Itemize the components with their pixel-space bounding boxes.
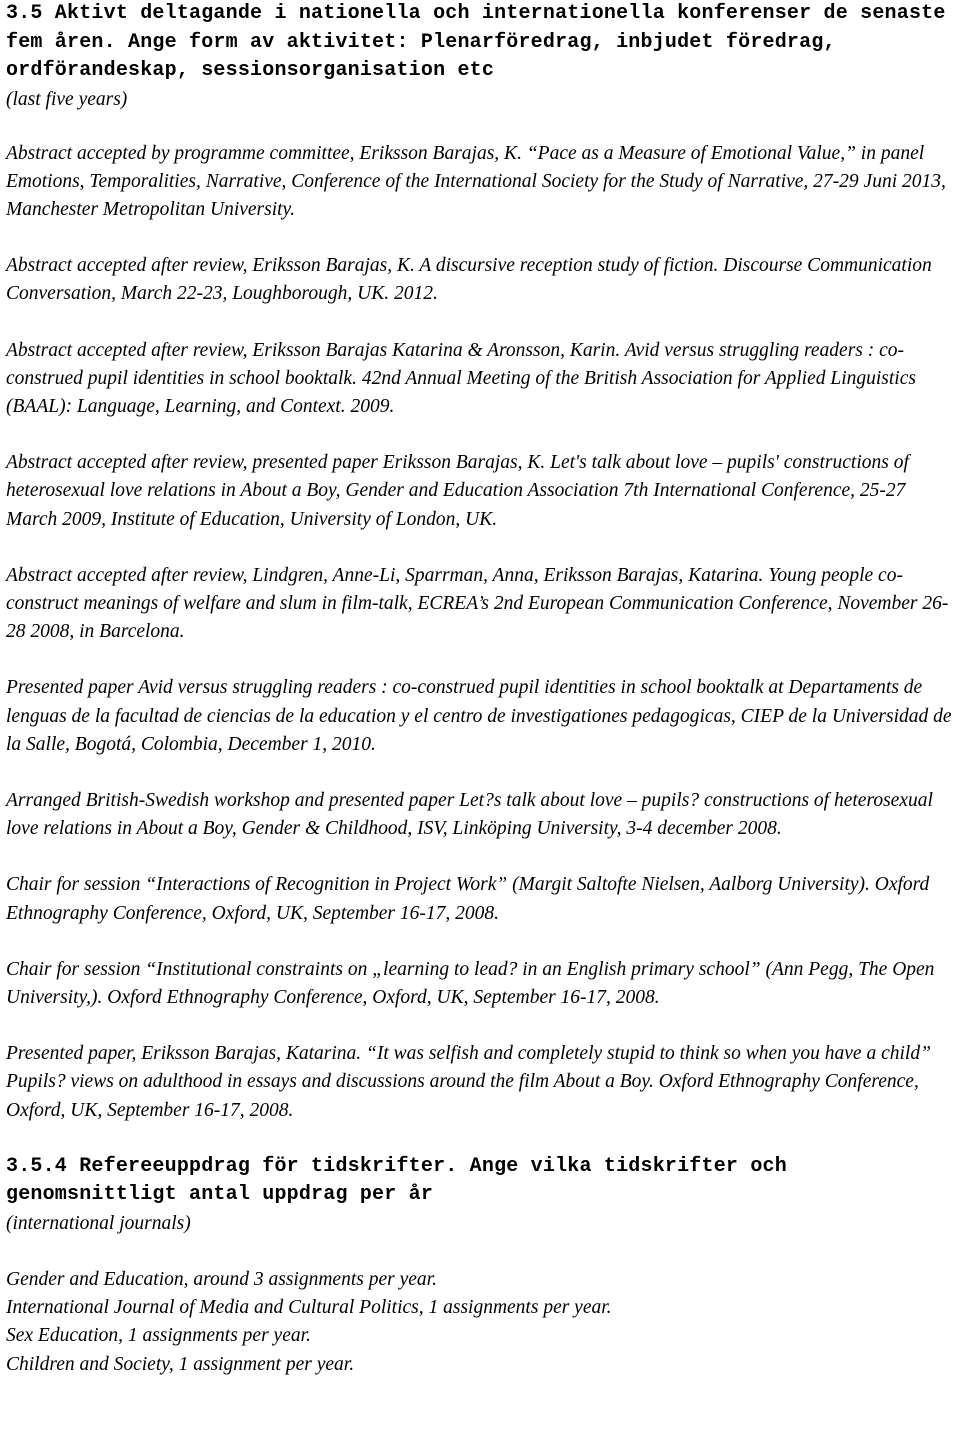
referee-item: International Journal of Media and Cultural Politics, 1 assignments per year. xyxy=(6,1297,612,1319)
conference-entry: Abstract accepted after review, Eriksson Barajas Katarina & Aronsson, Karin. Avid versus struggling readers : co-construed pupil identities in school booktalk. 42nd Annual Meeting of the British Association for Applied Linguistics (BAAL): Language, Learning, and Context. 2009. xyxy=(6,339,916,417)
conference-entry: Presented paper, Eriksson Barajas, Katarina. “It was selfish and completely stupid to think so when you have a child” Pupils? views on adulthood in essays and discussions around the film About a Boy. Oxford Ethnography Conference, Oxford, UK, September 16-17, 2008. xyxy=(6,1043,931,1121)
conference-entry: Abstract accepted after review, Eriksson Barajas, K. A discursive reception study of fiction. Discourse Communication Conversation, March 22-23, Loughborough, UK. 2012. xyxy=(6,255,932,305)
section-heading-3-5-4: 3.5.4 Refereeuppdrag för tidskrifter. Ange vilka tidskrifter och genomsnittligt antal uppdrag per år xyxy=(6,1154,787,1207)
conference-entry: Chair for session “Interactions of Recognition in Project Work” (Margit Saltofte Nielsen, Aalborg University). Oxford Ethnography Conference, Oxford, UK, September 16-17, 2008. xyxy=(6,874,930,924)
conference-entry: Abstract accepted by programme committee, Eriksson Barajas, K. “Pace as a Measure of Emotional Value,” in panel Emotions, Temporalities, Narrative, Conference of the International Society for the Study of Narrative, 27-29 Juni 2013, Manchester Metropolitan University. xyxy=(6,142,946,220)
referee-item: Sex Education, 1 assignments per year. xyxy=(6,1325,311,1347)
document-page xyxy=(6,0,956,1379)
conference-entry: Presented paper Avid versus struggling readers : co-construed pupil identities in school booktalk at Departaments de lenguas de la facultad de ciencias de la education y el centro de investigationes pedagogicas, CIEP de la Universidad de la Salle, Bogotá, Colombia, December 1, 2010. xyxy=(6,677,952,755)
conference-entry: Arranged British-Swedish workshop and presented paper Let?s talk about love – pupils? constructions of heterosexual love relations in About a Boy, Gender & Childhood, ISV, Linköping University, 3-4 december 2008. xyxy=(6,789,933,840)
referee-item: Gender and Education, around 3 assignments per year. xyxy=(6,1268,437,1290)
conference-entry: Abstract accepted after review, Lindgren, Anne-Li, Sparrman, Anna, Eriksson Barajas, Katarina. Young people co-construct meanings of welfare and slum in film-talk, ECREA’s 2nd European Communication Conference, November 26-28 2008, in Barcelona. xyxy=(6,564,949,643)
referee-list xyxy=(6,1266,956,1379)
referee-item: Children and Society, 1 assignment per year. xyxy=(6,1353,355,1375)
section-subtitle-3-5: (last five years) xyxy=(6,88,128,110)
conference-entry: Chair for session “Institutional constraints on „learning to lead? in an English primary school” (Ann Pegg, The Open University,). Oxford Ethnography Conference, Oxford, UK, September 16-17, 2008. xyxy=(6,958,935,1008)
section-subtitle-3-5-4: (international journals) xyxy=(6,1212,191,1234)
section-heading-3-5: 3.5 Aktivt deltagande i nationella och internationella konferenser de senaste fem åren. Ange form av aktivitet: Plenarföredrag, inbjudet föredrag, ordförandeskap, sessionsorganisation etc xyxy=(6,2,946,82)
conference-entry: Abstract accepted after review, presented paper Eriksson Barajas, K. Let's talk about love – pupils' constructions of heterosexual love relations in About a Boy, Gender and Education Association 7th International Conference, 25-27 March 2009, Institute of Education, University of London, UK. xyxy=(6,452,909,530)
